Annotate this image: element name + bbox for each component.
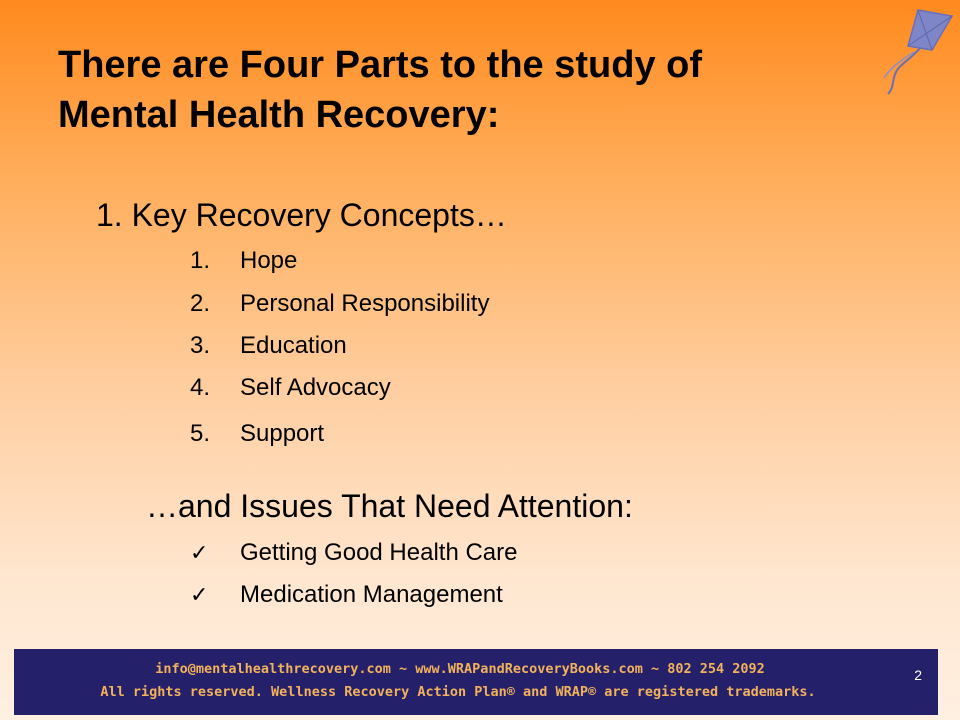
list-label: Self Advocacy [240,374,391,401]
checkmark-icon: ✓ [190,540,209,565]
list-number: 2. [190,290,211,317]
list-number: 5. [190,420,211,447]
list-label: Personal Responsibility [240,290,490,317]
list-label: Medication Management [240,581,503,608]
slide-number: 2 [914,667,922,683]
list-number: 3. [190,332,211,359]
slide-title [58,40,858,140]
footer-banner [14,649,938,715]
checkmark-icon: ✓ [190,582,209,607]
list-label: Hope [240,247,298,274]
footer-contact-line: info@mentalhealthrecovery.com ~ www.WRAPandRecoveryBooks.com ~ 802 254 2092 [155,661,765,677]
section-heading-key-recovery-concepts: 1. Key Recovery Concepts… [96,197,507,233]
slide-title-line-1: There are Four Parts to the study of [58,44,702,86]
list-label: Education [240,332,347,359]
section-heading-issues: …and Issues That Need Attention: [146,488,633,524]
list-item [190,580,503,610]
kite-icon [878,6,958,98]
list-number: 1. [190,247,211,274]
list-item [190,289,489,319]
list-label: Support [240,420,325,447]
list-item [190,419,324,449]
footer-trademark-line: All rights reserved. Wellness Recovery Action Plan® and WRAP® are registered trademarks. [100,684,816,700]
list-item [190,373,391,403]
slide-title-line-2: Mental Health Recovery: [58,94,500,136]
list-item [190,331,347,361]
list-number: 4. [190,374,211,401]
list-item [190,538,518,568]
list-label: Getting Good Health Care [240,539,518,566]
list-item [190,246,297,276]
